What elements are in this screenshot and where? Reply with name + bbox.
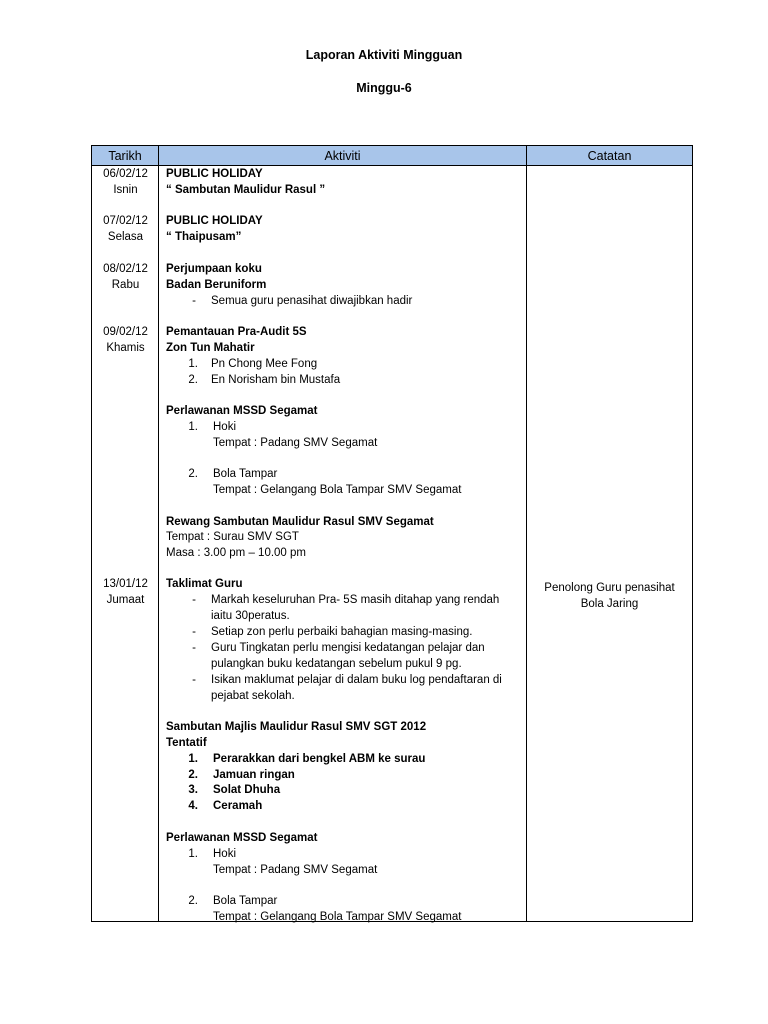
dash-marker: - <box>192 295 196 307</box>
list-item: Perarakkan dari bengkel ABM ke surau <box>213 753 426 765</box>
list-item: Tempat : Padang SMV Segamat <box>213 864 378 876</box>
day-fri: Jumaat <box>106 594 145 606</box>
catatan-line: Bola Jaring <box>580 598 639 610</box>
number-marker: 1. <box>188 848 198 860</box>
activity-heading: Sambutan Majlis Maulidur Rasul SMV SGT 2012 <box>166 721 427 733</box>
list-item: Ceramah <box>213 800 263 812</box>
header-aktiviti: Aktiviti <box>159 146 527 166</box>
dash-marker: - <box>192 642 196 654</box>
table-row <box>92 166 693 922</box>
dash-marker: - <box>192 594 196 606</box>
activity-heading: Taklimat Guru <box>166 578 243 590</box>
activity-text: Masa : 3.00 pm – 10.00 pm <box>166 547 306 559</box>
header-tarikh: Tarikh <box>92 146 159 166</box>
date-thu: 09/02/12 <box>103 326 148 338</box>
activity-heading: “ Sambutan Maulidur Rasul ” <box>166 184 326 196</box>
number-marker: 2. <box>188 895 198 907</box>
catatan-line: Penolong Guru penasihat <box>544 582 675 594</box>
number-marker: 1. <box>188 753 198 765</box>
number-marker: 2. <box>188 374 198 386</box>
catatan-note <box>527 580 692 612</box>
list-item: Bola Tampar <box>213 468 278 480</box>
day-tue: Selasa <box>107 231 144 243</box>
list-item: Tempat : Gelangang Bola Tampar SMV Segamat <box>213 911 462 923</box>
week-subtitle: Minggu-6 <box>356 81 412 95</box>
date-mon: 06/02/12 <box>103 168 148 180</box>
tarikh-cell <box>92 166 159 922</box>
list-item: Hoki <box>213 421 237 433</box>
activity-heading: Rewang Sambutan Maulidur Rasul SMV Segamat <box>166 516 434 528</box>
list-item: Guru Tingkatan perlu mengisi kedatangan pelajar dan <box>211 642 485 654</box>
day-thu: Khamis <box>106 342 145 354</box>
number-marker: 2. <box>188 769 198 781</box>
list-item: Setiap zon perlu perbaiki bahagian masing-masing. <box>211 626 473 638</box>
list-item: En Norisham bin Mustafa <box>211 374 341 386</box>
list-item: Solat Dhuha <box>213 784 281 796</box>
dash-marker: - <box>192 674 196 686</box>
table-header-row <box>92 146 693 166</box>
activity-heading: Pemantauan Pra-Audit 5S <box>166 326 307 338</box>
date-tue: 07/02/12 <box>103 215 148 227</box>
date-fri: 13/01/12 <box>103 578 148 590</box>
list-item: pejabat sekolah. <box>211 690 295 702</box>
list-item: Isikan maklumat pelajar di dalam buku log pendaftaran di <box>211 674 502 686</box>
catatan-cell <box>527 166 693 922</box>
header-catatan: Catatan <box>527 146 693 166</box>
list-item: Jamuan ringan <box>213 769 295 781</box>
activity-heading: Perjumpaan koku <box>166 263 262 275</box>
activity-heading: PUBLIC HOLIDAY <box>166 215 263 227</box>
activity-heading: Tentatif <box>166 737 207 749</box>
number-marker: 1. <box>188 358 198 370</box>
list-item: Tempat : Gelangang Bola Tampar SMV Segamat <box>213 484 462 496</box>
aktiviti-cell <box>159 166 527 922</box>
day-wed: Rabu <box>111 279 140 291</box>
activity-heading: “ Thaipusam” <box>166 231 242 243</box>
list-item: iaitu 30peratus. <box>211 610 290 622</box>
number-marker: 4. <box>188 800 198 812</box>
number-marker: 3. <box>188 784 198 796</box>
report-title: Laporan Aktiviti Mingguan <box>305 48 463 62</box>
list-item: Bola Tampar <box>213 895 278 907</box>
date-wed: 08/02/12 <box>103 263 148 275</box>
activity-heading: Perlawanan MSSD Segamat <box>166 832 318 844</box>
activity-text: Tempat : Surau SMV SGT <box>166 531 299 543</box>
activity-table <box>91 145 693 922</box>
activity-heading: Badan Beruniform <box>166 279 267 291</box>
number-marker: 1. <box>188 421 198 433</box>
day-mon: Isnin <box>113 184 138 196</box>
list-item: Hoki <box>213 848 237 860</box>
list-item: Tempat : Padang SMV Segamat <box>213 437 378 449</box>
number-marker: 2. <box>188 468 198 480</box>
list-item: Pn Chong Mee Fong <box>211 358 318 370</box>
activity-heading: Perlawanan MSSD Segamat <box>166 405 318 417</box>
list-item: pulangkan buku kedatangan sebelum pukul 9 pg. <box>211 658 462 670</box>
list-item: Markah keseluruhan Pra- 5S masih ditahap yang rendah <box>211 594 500 606</box>
dash-marker: - <box>192 626 196 638</box>
activity-heading: PUBLIC HOLIDAY <box>166 168 263 180</box>
list-item: Semua guru penasihat diwajibkan hadir <box>211 295 413 307</box>
activity-heading: Zon Tun Mahatir <box>166 342 255 354</box>
